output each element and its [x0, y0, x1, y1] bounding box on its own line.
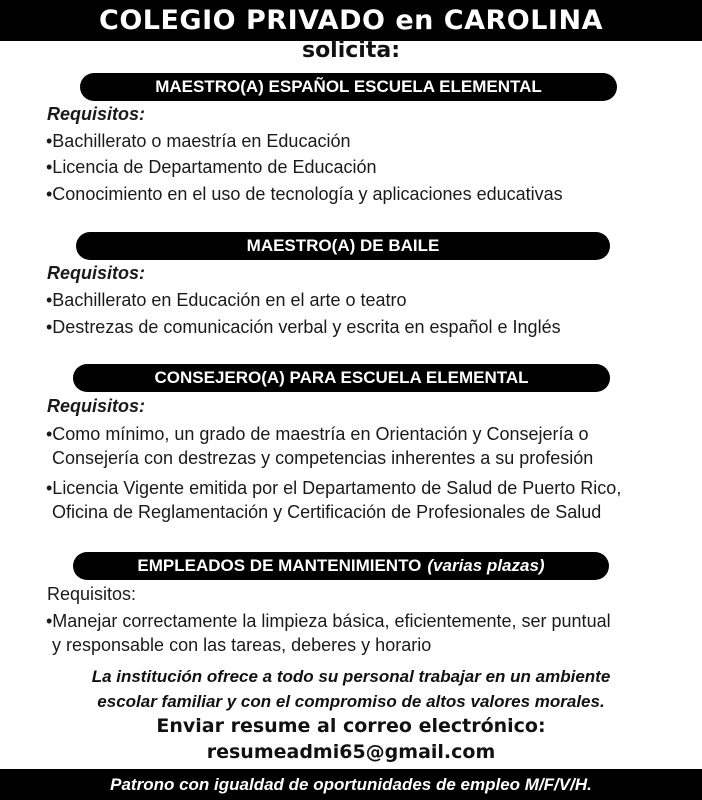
position-title-counselor: CONSEJERO(A) PARA ESCUELA ELEMENTAL	[73, 364, 610, 392]
footer-banner	[0, 769, 702, 800]
requirement-item: •Licencia de Departamento de Educación	[46, 157, 377, 177]
requirement-item: •Conocimiento en el uso de tecnología y aplicaciones educativas	[46, 184, 563, 204]
position-title-spanish-teacher: MAESTRO(A) ESPAÑOL ESCUELA ELEMENTAL	[80, 73, 617, 101]
contact-email: resumeadmi65@gmail.com	[206, 741, 496, 763]
header-banner	[0, 0, 702, 41]
position-title-maintenance: EMPLEADOS DE MANTENIMIENTO (varias plazas)	[73, 552, 609, 580]
page-subtitle: solicita:	[301, 38, 401, 63]
offer-statement: La institución ofrece a todo su personal trabajar en un ambiente escolar familiar y con el compromiso de altos valores morales.	[91, 667, 611, 711]
position-note: (varias plazas)	[427, 556, 545, 575]
contact-block	[0, 713, 702, 765]
requirements-label: Requisitos:	[47, 104, 146, 124]
position-title-dance-teacher: MAESTRO(A) DE BAILE	[76, 232, 610, 260]
requirement-item: •Destrezas de comunicación verbal y escrita en español e Inglés	[46, 317, 561, 337]
page-title: COLEGIO PRIVADO en CAROLINA	[99, 5, 603, 36]
equal-opportunity-text: Patrono con igualdad de oportunidades de empleo M/F/V/H.	[110, 774, 592, 794]
contact-instruction: Enviar resume al correo electrónico:	[156, 715, 546, 737]
requirement-item: •Como mínimo, un grado de maestría en Orientación y Consejería o Consejería con destrezas y competencias inherentes a su profesión	[46, 424, 594, 468]
requirement-item: •Manejar correctamente la limpieza básica, eficientemente, ser puntual y responsable con las tareas, deberes y horario	[46, 611, 611, 655]
requirement-item: •Bachillerato o maestría en Educación	[46, 131, 351, 151]
requirements-label: Requisitos:	[47, 396, 146, 416]
requirement-item: •Licencia Vigente emitida por el Departamento de Salud de Puerto Rico, Oficina de Reglamentación y Certificación de Profesionales de Salud	[46, 478, 622, 522]
requirements-label: Requisitos:	[47, 263, 146, 283]
requirement-item: •Bachillerato en Educación en el arte o teatro	[46, 290, 407, 310]
requirements-label: Requisitos:	[47, 584, 137, 604]
